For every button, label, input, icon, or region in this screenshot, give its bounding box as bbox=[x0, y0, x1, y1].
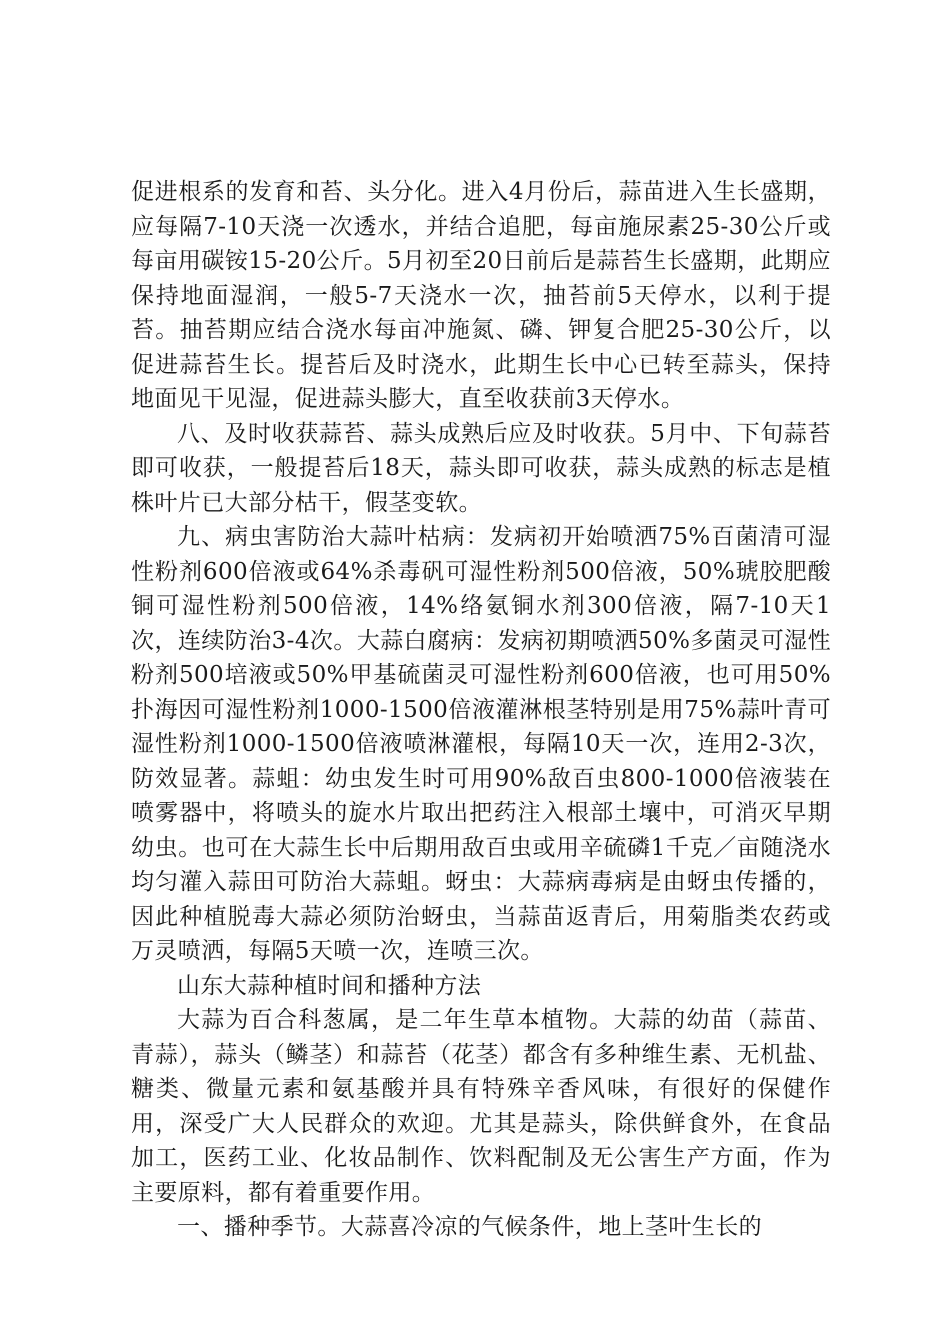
paragraph-sowing-season: 一、播种季节。大蒜喜冷凉的气候条件，地上茎叶生长的 bbox=[177, 1214, 762, 1240]
document-body bbox=[131, 175, 831, 1245]
paragraph-introduction: 大蒜为百合科葱属，是二年生草本植物。大蒜的幼苗（蒜苗、青蒜），蒜头（鳞茎）和蒜苔（花茎）都含有多种维生素、无机盐、糖类、微量元素和氨基酸并具有特殊辛香风味，有很好的保健作用，深受广大人民群众的欢迎。尤其是蒜头，除供鲜食外，在食品加工，医药工业、化妆品制作、饮料配制及无公害生产方面，作为主要原料，都有着重要作用。 bbox=[131, 1007, 831, 1206]
section-heading: 山东大蒜种植时间和播种方法 bbox=[177, 972, 482, 999]
paragraph-pest-control: 九、病虫害防治大蒜叶枯病：发病初开始喷洒75%百菌清可湿性粉剂600倍液或64%杀毒矾可湿性粉剂500倍液，50%琥胶肥酸铜可湿性粉剂500倍液，14%络氨铜水剂300倍液，隔7-10天1次，连续防治3-4次。大蒜白腐病：发病初期喷洒50%多菌灵可湿性粉剂500培液或50%甲基硫菌灵可湿性粉剂600倍液，也可用50%扑海因可湿性粉剂1000-1500倍液灌淋根茎特别是用75%蒜叶青可湿性粉剂1000-1500倍液喷淋灌根，每隔10天一次，连用2-3次，防效显著。蒜蛆：幼虫发生时可用90%敌百虫800-1000倍液装在喷雾器中，将喷头的旋水片取出把药注入根部土壤中，可消灭早期幼虫。也可在大蒜生长中后期用敌百虫或用辛硫磷1千克／亩随浇水均匀灌入蒜田可防治大蒜蛆。蚜虫：大蒜病毒病是由蚜虫传播的，因此种植脱毒大蒜必须防治蚜虫，当蒜苗返青后，用菊脂类农药或万灵喷洒，每隔5天喷一次，连喷三次。 bbox=[131, 524, 831, 964]
paragraph-harvest: 八、及时收获蒜苔、蒜头成熟后应及时收获。5月中、下旬蒜苔即可收获，一般提苔后18天，蒜头即可收获，蒜头成熟的标志是植株叶片已大部分枯干，假茎变软。 bbox=[131, 420, 831, 516]
paragraph-continued: 促进根系的发育和苔、头分化。进入4月份后，蒜苗进入生长盛期，应每隔7-10天浇一次透水，并结合追肥，每亩施尿素25-30公斤或每亩用碳铵15-20公斤。5月初至20日前后是蒜苔生长盛期，此期应保持地面湿润，一般5-7天浇水一次，抽苔前5天停水，以利于提苔。抽苔期应结合浇水每亩冲施氮、磷、钾复合肥25-30公斤，以促进蒜苔生长。提苔后及时浇水，此期生长中心已转至蒜头，保持地面见干见湿，促进蒜头膨大，直至收获前3天停水。 bbox=[131, 179, 831, 412]
